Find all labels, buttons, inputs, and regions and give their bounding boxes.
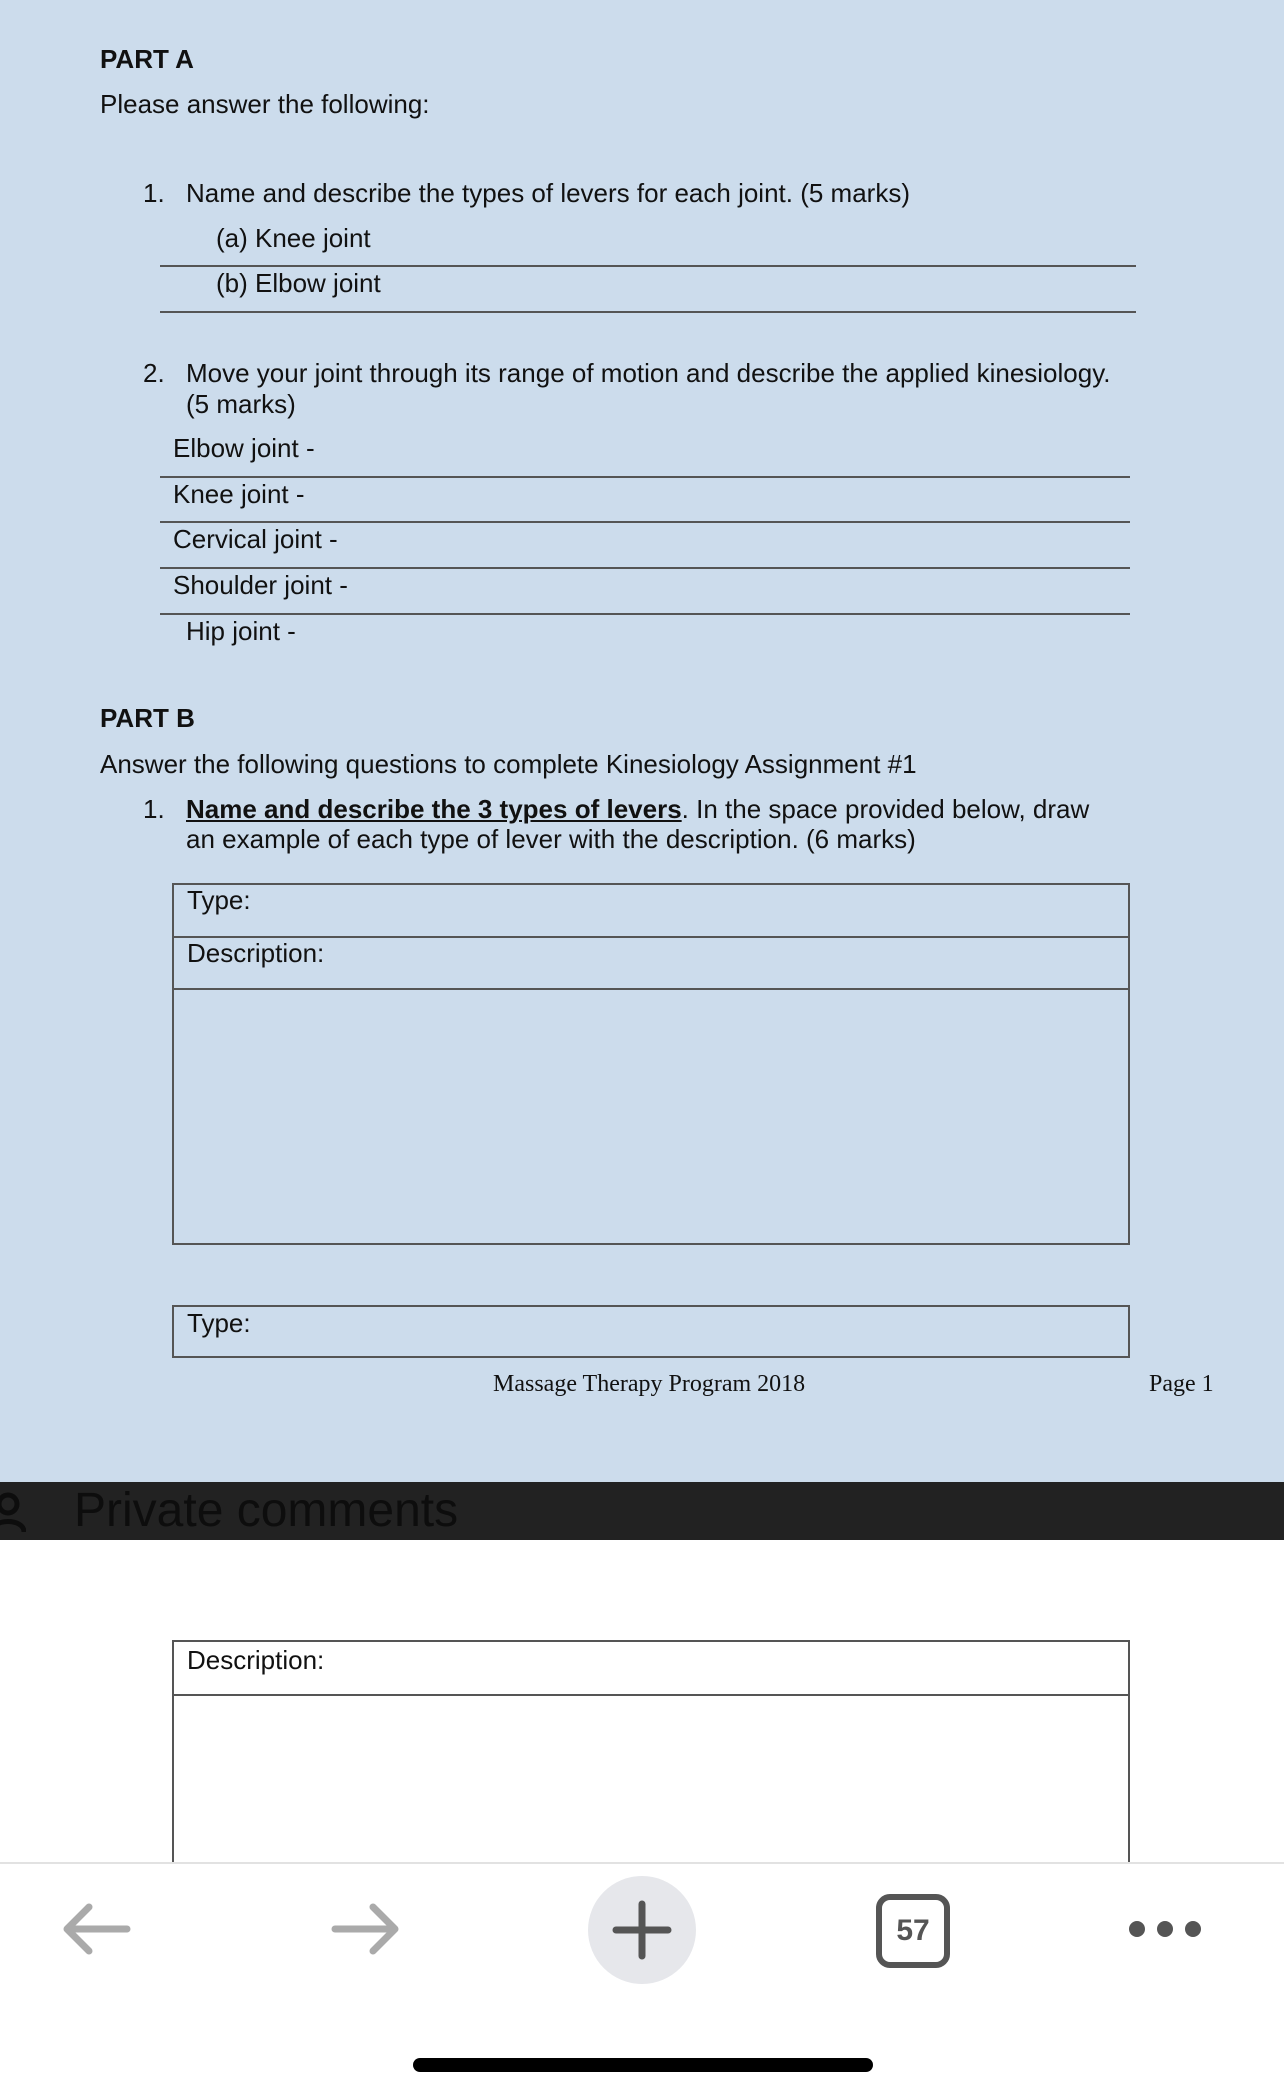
description-label: Description: — [187, 938, 325, 968]
pb-q1-number: 1. — [143, 794, 165, 824]
q2-item-cervical: Cervical joint - — [173, 524, 338, 554]
part-b-heading: PART B — [100, 703, 195, 733]
q2-number: 2. — [143, 358, 165, 388]
answer-line[interactable] — [160, 265, 1136, 267]
pb-q1-underlined: Name and describe the 3 types of levers — [186, 794, 682, 824]
description-label: Description: — [187, 1645, 325, 1675]
pb-q1-line2: an example of each type of lever with the description. (6 marks) — [186, 824, 916, 854]
tabs-button[interactable] — [876, 1894, 950, 1968]
back-arrow-icon — [59, 1899, 131, 1959]
home-indicator[interactable] — [413, 2058, 873, 2072]
plus-icon — [612, 1900, 672, 1960]
answer-line[interactable] — [160, 567, 1130, 569]
drawing-area[interactable] — [174, 1696, 1128, 1866]
pb-q1-rest: . In the space provided below, draw — [681, 794, 1090, 824]
answer-line[interactable] — [160, 476, 1130, 478]
more-dots-icon — [1125, 1917, 1205, 1941]
drawing-area[interactable] — [174, 990, 1128, 1243]
footer-program: Massage Therapy Program 2018 — [493, 1371, 806, 1397]
part-b-intro: Answer the following questions to complete Kinesiology Assignment #1 — [100, 749, 917, 779]
q2-item-hip: Hip joint - — [186, 616, 296, 646]
more-button[interactable] — [1120, 1904, 1210, 1954]
type-label: Type: — [187, 1308, 251, 1338]
new-tab-button[interactable] — [588, 1876, 696, 1984]
person-icon — [0, 1492, 26, 1532]
forward-arrow-icon — [331, 1899, 403, 1959]
answer-line[interactable] — [160, 311, 1136, 313]
back-button[interactable] — [50, 1894, 140, 1964]
private-comments-label: Private comments — [74, 1484, 459, 1537]
footer-page: Page 1 — [1149, 1371, 1214, 1397]
part-a-heading: PART A — [100, 44, 194, 74]
lever-box-2-description — [172, 1640, 1130, 1880]
tab-count: 57 — [896, 1914, 930, 1947]
q2-text-line2: (5 marks) — [186, 389, 296, 419]
q1-text: Name and describe the types of levers for each joint. (5 marks) — [186, 178, 910, 208]
q2-text-line1: Move your joint through its range of motion and describe the applied kinesiology. — [186, 358, 1111, 388]
private-comments-bar[interactable] — [0, 1482, 1284, 1540]
q2-item-knee: Knee joint - — [173, 479, 305, 509]
q1-number: 1. — [143, 178, 165, 208]
q1-item-knee: (a) Knee joint — [216, 223, 371, 253]
part-a-intro: Please answer the following: — [100, 89, 430, 119]
q2-item-elbow: Elbow joint - — [173, 433, 315, 463]
forward-button[interactable] — [322, 1894, 412, 1964]
lever-box-1 — [172, 883, 1130, 1245]
pb-q1-line1 — [186, 794, 1089, 824]
answer-line[interactable] — [160, 521, 1130, 523]
type-label: Type: — [187, 885, 251, 915]
q1-item-elbow: (b) Elbow joint — [216, 268, 381, 298]
answer-line[interactable] — [160, 613, 1130, 615]
lever-box-2-type — [172, 1305, 1130, 1358]
q2-item-shoulder: Shoulder joint - — [173, 570, 348, 600]
